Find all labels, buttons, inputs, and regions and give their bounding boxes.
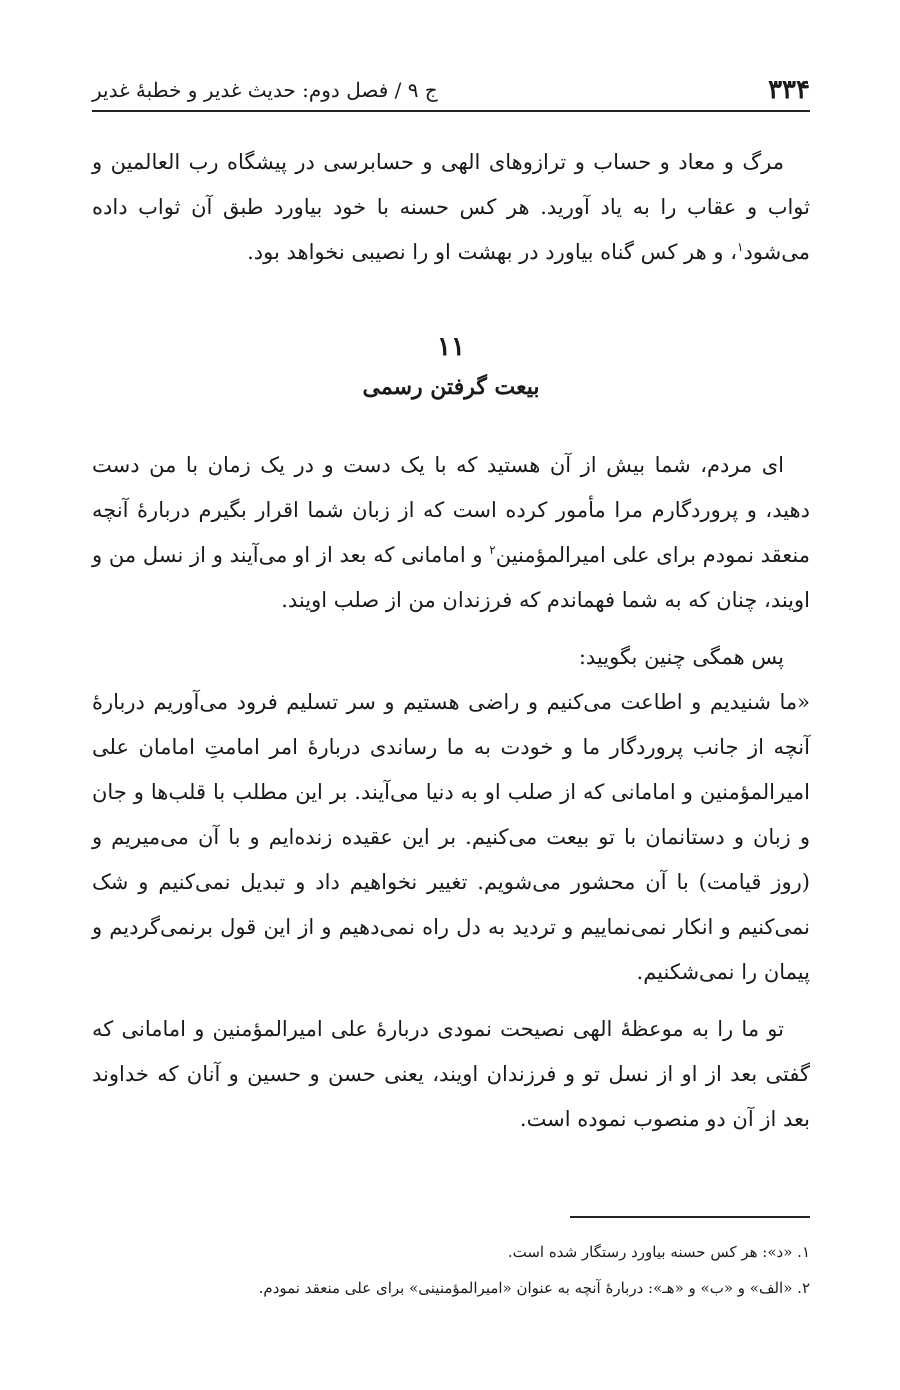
paragraph-2-text: ای مردم، شما بیش از آن هستید که با یک دست و در یک زمان با من دست دهید، و پروردگارم مرا مأمور کرده است که از زبان شما اقرار بگیرم دربارهٔ آنچه منعقد نمودم برای علی امیرالمؤمنین	[92, 453, 811, 567]
paragraph-1-end: ، و هر کس گناه بیاورد در بهشت او را نصیبی نخواهد بود.	[247, 240, 737, 264]
footnote-divider	[570, 1216, 810, 1218]
running-head	[92, 70, 810, 112]
footnotes	[92, 1234, 810, 1306]
running-title: ج ۹ / فصل دوم: حدیث غدیر و خطبهٔ غدیر	[92, 78, 438, 102]
paragraph-5: تو ما را به موعظهٔ الهی نصیحت نمودی دربارهٔ علی امیرالمؤمنین و امامانی که گفتی بعد از او از نسل تو و فرزندان اویند، یعنی حسن و حسین و آنان که خداوند بعد از آن دو منصوب نموده است.	[92, 1017, 810, 1131]
footnote-1: ۱. «د»: هر کس حسنه بیاورد رستگار شده است.	[507, 1243, 810, 1261]
page-number: ۳۳۴	[768, 75, 810, 105]
body-text	[92, 140, 810, 1142]
book-page	[92, 0, 810, 1390]
paragraph-3: پس همگی چنین بگویید:	[578, 645, 784, 669]
paragraph-2-end: و امامانی که بعد از او می‌آیند و از نسل من و اویند، چنان که به شما فهماندم که فرزندان من از صلب اویند.	[92, 543, 810, 612]
footnote-ref-1: ۱	[736, 240, 744, 254]
section-number: ۱۱	[437, 332, 465, 362]
footnote-2: ۲. «الف» و «ب» و «هـ»: دربارهٔ آنچه به عنوان «امیرالمؤمنینی» برای علی منعقد نمودم.	[258, 1279, 810, 1297]
paragraph-4-quote: «ما شنیدیم و اطاعت می‌کنیم و راضی هستیم و سر تسلیم فرود می‌آوریم دربارهٔ آنچه از جانب پروردگار ما و خودت به ما رساندی دربارهٔ امر امامتِ امامان علی امیرالمؤمنین و امامانی که از صلب او به دنیا می‌آیند. بر این مطلب با قلب‌ها و جان و زبان و دستانمان با تو بیعت می‌کنیم. بر این عقیده زنده‌ایم و با آن می‌میریم و (روز قیامت) با آن محشور می‌شویم. تغییر نخواهیم داد و تبدیل نمی‌کنیم و شک نمی‌کنیم و انکار نمی‌نماییم و تردید به دل راه نمی‌دهیم و از این قول برنمی‌گردیم و پیمان را نمی‌شکنیم.	[92, 690, 810, 984]
section-title: بیعت گرفتن رسمی	[362, 374, 540, 400]
paragraph-2	[92, 443, 810, 623]
paragraph-1-text: مرگ و معاد و حساب و ترازوهای الهی و حسابرسی در پیشگاه رب العالمین و ثواب و عقاب را به یاد آورید. هر کس حسنه با خود بیاورد طبق آن ثواب داده می‌شود	[92, 150, 810, 264]
footnote-ref-2: ۲	[489, 543, 496, 557]
paragraph-1	[92, 140, 810, 275]
